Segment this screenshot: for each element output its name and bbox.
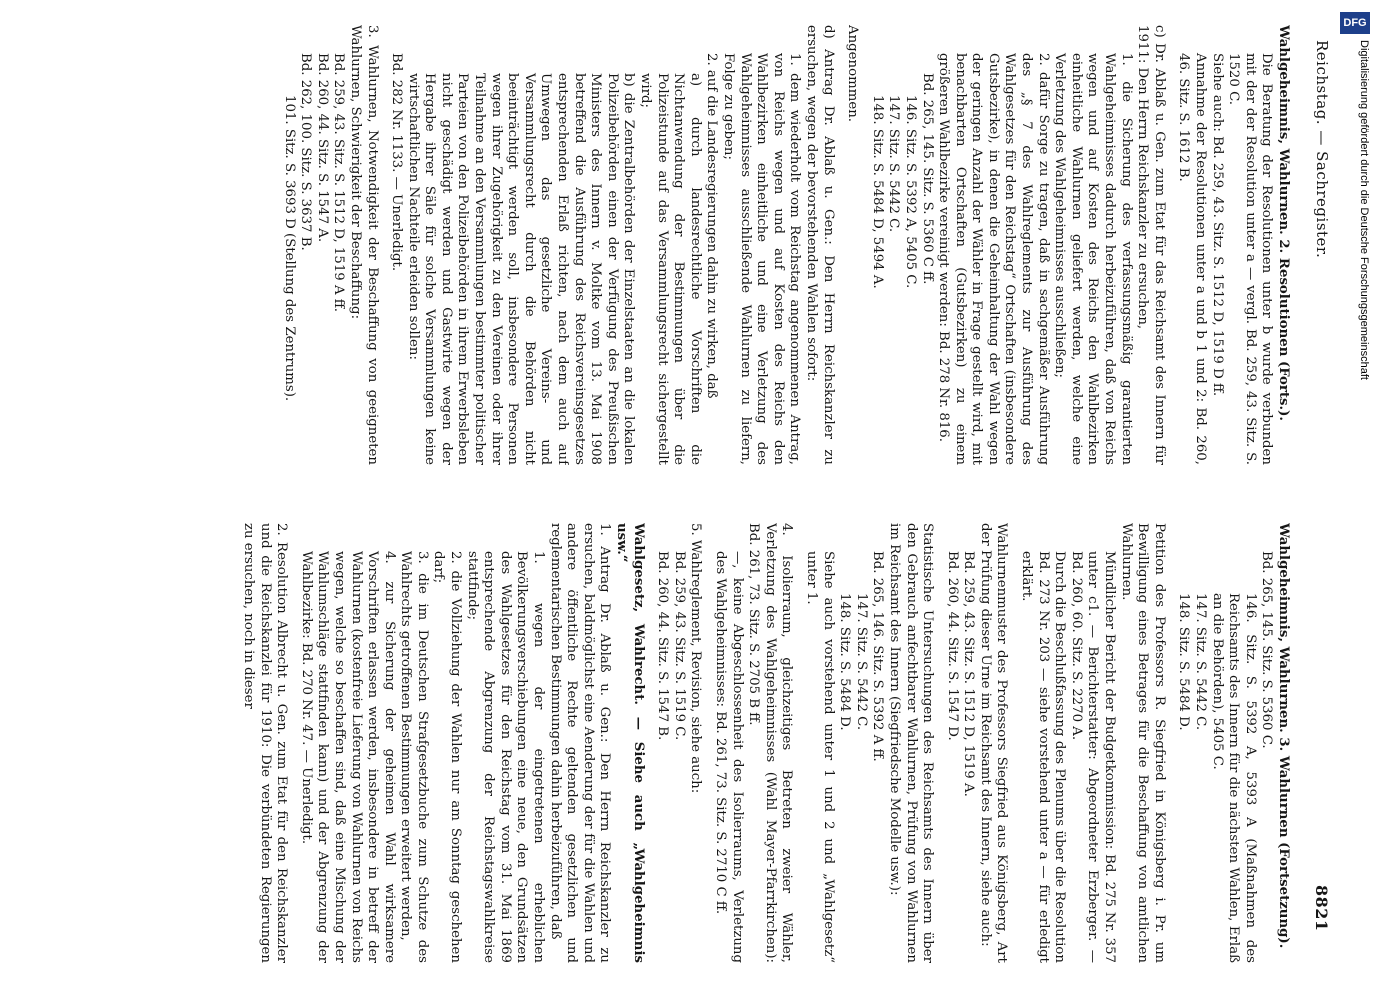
running-header: Reichstag. — Sachregister. bbox=[1313, 40, 1331, 259]
text-paragraph: 5. Wahlreglement, Revision, siehe auch: bbox=[688, 523, 704, 794]
text-paragraph: 2. die Vollziehung der Wahlen nur am Sonntag geschehen darf; bbox=[431, 551, 464, 963]
text-paragraph: c) Dr. Ablaß u. Gen. zum Etat für das Reichsamt des Innern für 1911: Den Herrn Reichskanzler zu ersuchen, bbox=[1135, 25, 1167, 465]
text-paragraph: d) Antrag Dr. Ablaß u. Gen.: Den Herrn Reichskanzler zu ersuchen, wegen der bevorstehenden Wahlen sofort: bbox=[803, 25, 836, 465]
text-paragraph: 2. dafür Sorge zu tragen, daß in sachgemäßer Ausführung des „§ 7 des Wahlreglements zur Ausführung des Wahlgesetzes für den Reichstag“ Ortschaften (insbesondere Gutsbezirke), in denen die Geheimhaltung der Wahl wegen der geringen Anzahl der Wähler in Frage gestellt wird, mit benachbarten Ortschaften (Gutsbezirken) zu einem größeren Wahlbezirke vereinigt werden: Bd. 278 Nr. 816. bbox=[936, 53, 1051, 465]
text-paragraph: Bd. 259, 43. Sitz. S. 1512 D, 1519 A ff. bbox=[331, 53, 347, 312]
text-paragraph: Bd. 265, 146. Sitz. S. 5392 A ff. bbox=[870, 551, 886, 762]
text-paragraph: Bd. 265, 145. Sitz. S. 5360 C ff. bbox=[919, 73, 935, 285]
text-paragraph: 3. die im Deutschen Strafgesetzbuche zum Schutze des Wahlrechts getroffenen Bestimmungen erweitert werden, bbox=[398, 551, 430, 963]
text-paragraph: 2. auf die Landesregierungen dahin zu wirken, daß bbox=[704, 53, 720, 399]
text-paragraph: 147. Sitz. S. 5442 C. bbox=[853, 593, 869, 731]
right-column bbox=[131, 523, 1291, 963]
text-paragraph: Bd. 260, 44. Sitz. S. 1547 B. bbox=[655, 551, 671, 741]
text-paragraph: Bd. 260, 44. Sitz. S. 1547 D. bbox=[944, 551, 960, 741]
text-paragraph: 3. Wahlurnen, Notwendigkeit der Beschaffung von geeigneten Wahlurnen, Schwierigkeit der Beschaffung: bbox=[347, 25, 380, 465]
text-paragraph: Petition des Professors R. Siegfried in Königsberg i. Pr. um Bewilligung eines Betrages für die Beschaffung von amtlichen Wahlurnen. bbox=[1118, 523, 1167, 963]
text-paragraph: Wahlgesetz, Wahlrecht. — Siehe auch „Wahlgeheimnis usw.“ bbox=[614, 523, 646, 963]
text-paragraph: Bd. 282 Nr. 1133. — Unerledigt. bbox=[389, 53, 405, 272]
text-paragraph: 2. Resolution Albrecht u. Gen. zum Etat für den Reichskanzler und die Reichskanzlei für 1910: Die verbündeten Regierungen zu ersuchen, noch in dieser bbox=[240, 523, 290, 963]
dfg-logo: DFG bbox=[1340, 12, 1370, 34]
text-paragraph: 148. Sitz. S. 5484 D. bbox=[837, 593, 853, 731]
text-paragraph: Durch die Beschlußfassung des Plenums über die Resolution Bd. 273 Nr. 203 — siehe vorstehend unter a — für erledigt erklärt. bbox=[1019, 551, 1068, 963]
text-paragraph: 1. dem wiederholt vom Reichstag angenommenen Antrag, von Reichs wegen und auf Kosten des Reichs den Wahlbezirken einheitliche und eine Verletzung des Wahlgeheimnisses ausschließende Wahlurnen zu liefern, Folge zu geben; bbox=[721, 53, 803, 465]
text-paragraph: 146. Sitz. S. 5392 A, 5393 A (Maßnahmen des Reichsamts des Innern für die nächsten Wahlen, Erlaß an die Behörden), 5405 C. bbox=[1209, 593, 1258, 963]
text-paragraph: 148. Sitz. S. 5484 D, 5494 A. bbox=[869, 95, 885, 289]
text-paragraph: 4. Isolierraum, gleichzeitiges Betreten zweier Wähler, Verletzung des Wahlgeheimnisses (Wahl Mayer-Pfarrkirchen): Bd. 261, 73. Sitz. S. 2705 B ff. bbox=[746, 523, 795, 963]
text-paragraph: a) durch landesrechtliche Vorschriften die Nichtanwendung der Bestimmungen über die Polizeistunde auf das Versammlungsrecht sichergestellt wird; bbox=[638, 73, 703, 465]
text-paragraph: Statistische Untersuchungen des Reichsamts des Innern über den Gebrauch anfechtbarer Wahlurnen, Prüfung von Wahlurnen im Reichsamt des Innern (Siegfriedsche Modelle usw.): bbox=[886, 523, 936, 963]
text-paragraph: 101. Sitz. S. 3693 D (Stellung des Zentrums). bbox=[281, 95, 297, 402]
text-paragraph: b) die Zentralbehörden der Einzelstaaten an die lokalen Polizeibehörden einen der Verfügung des Preußischen Ministers des Innern v. Moltke vom 13. Mai 1908 betreffend die Ausführung des Reichsvereinsgesetzes entsprechenden Erlaß richten, nach dem auch auf Umwegen das gesetzliche Vereins- und Versammlungsrecht durch die Behörden nicht beeinträchtigt werden soll, insbesondere Personen wegen ihrer Zugehörigkeit zu den Vereinen oder ihrer Teilnahme an den Versammlungen bestimmter politischer Parteien von den Polizeibehörden in ihrem Erwerbsleben nicht geschädigt werden und Gastwirte wegen der Hergabe ihrer Säle für solche Versammlungen keine wirtschaftlichen Nachteile erleiden sollen: bbox=[405, 73, 637, 465]
text-paragraph: Bd. 262, 100. Sitz. S. 3637 B. bbox=[298, 53, 314, 251]
text-paragraph: 1. wegen der eingetretenen erheblichen Bevölkerungsverschiebungen eine neue, den Grundsätzen des Wahlgesetzes für den Reichstag vom 31. Mai 1869 entsprechende Abgrenzung der Reichstagswahlkreise stattfinde; bbox=[464, 551, 547, 963]
text-paragraph: Die Beratung der Resolutionen unter b wurde verbunden mit der der Resolution unter a — vergl. Bd. 259, 43. Sitz. S. 1520 C. bbox=[1226, 53, 1275, 465]
text-paragraph: Annahme der Resolutionen unter a und b 1 und 2: Bd. 260, 46. Sitz. S. 1612 B. bbox=[1176, 53, 1209, 465]
text-paragraph: 1. Antrag Dr. Ablaß u. Gen.: Den Herrn Reichskanzler zu ersuchen, baldmöglichst eine Aenderung der für die Wahlen und andere öffentliche Rechte geltenden gesetzlichen und reglementarischen Bestimmungen dahin herbeizuführen, daß bbox=[547, 523, 613, 963]
text-paragraph: 147. Sitz. S. 5442 C. bbox=[886, 95, 902, 233]
text-paragraph: 146. Sitz. S. 5392 A, 5405 C. bbox=[902, 95, 918, 289]
text-paragraph: 147. Sitz. S. 5442 C. bbox=[1193, 593, 1209, 731]
left-column bbox=[131, 25, 1291, 465]
page-number: 8821 bbox=[1312, 885, 1331, 932]
text-paragraph: Siehe auch vorstehend unter 1 und 2 und „Wahlgesetz“ unter 1. bbox=[803, 551, 836, 963]
text-paragraph: Bd. 259, 43. Sitz. S. 1512 D, 1519 A. bbox=[961, 551, 977, 797]
text-paragraph: Siehe auch: Bd. 259, 43. Sitz. S. 1512 D, 1519 D ff. bbox=[1209, 53, 1225, 397]
text-paragraph: Bd. 259, 43. Sitz. S. 1519 C. bbox=[671, 551, 687, 741]
text-paragraph: 148. Sitz. S. 5484 D. bbox=[1176, 593, 1192, 731]
text-paragraph: 1. die Sicherung des verfassungsmäßig garantierten Wahlgeheimnisses dadurch herbeizuführen, daß von Reichs wegen und auf Kosten des Reichs den Wahlbezirken einheitliche Wahlurnen geliefert werden, welche eine Verletzung des Wahlgeheimnisses ausschließen; bbox=[1052, 53, 1134, 465]
text-paragraph: Mündlicher Bericht der Budgetkommission: Bd. 275 Nr. 357 unter c1. — Berichterstatter: Abgeordneter Erzberger. — Bd. 260, 60. Sitz. S. 2270 A. bbox=[1068, 551, 1118, 963]
digitization-credit: Digitalisierung gefördert durch die Deutsche Forschungsgemeinschaft bbox=[1358, 40, 1370, 380]
text-paragraph: Bd. 265, 145. Sitz. S. 5360 C. bbox=[1259, 551, 1275, 749]
text-paragraph: Wahlurnenmuster des Professors Siegfried aus Königsberg, Art der Prüfung dieser Urne im Reichsamt des Innern, siehe auch: bbox=[977, 523, 1010, 963]
text-paragraph: Wahlgeheimnis, Wahlurnen. 2. Resolutionen (Forts.). bbox=[1276, 25, 1291, 422]
text-paragraph: 4. zur Sicherung der geheimen Wahl wirksamere Vorschriften erlassen werden, insbesondere in betreff der Wahlurnen (kostenfreie Lieferung von Wahlurnen von Reichs wegen, welche so beschaffen sind, daß eine Mischung der Wahlumschläge stattfinden kann) und der Abgrenzung der Wahlbezirke: Bd. 270 Nr. 47. — Unerledigt. bbox=[298, 551, 397, 963]
text-paragraph: Bd. 260, 44. Sitz. S. 1547 A. bbox=[314, 53, 330, 243]
text-paragraph: Wahlgeheimnis, Wahlurnen. 3. Wahlurnen (Fortsetzung). bbox=[1276, 523, 1291, 949]
text-paragraph: Angenommen. bbox=[845, 25, 861, 122]
text-paragraph: —, keine Abgeschlossenheit des Isolierraums, Verletzung des Wahlgeheimnisses: Bd. 261, 73. Sitz. S. 2710 C ff. bbox=[713, 551, 745, 963]
